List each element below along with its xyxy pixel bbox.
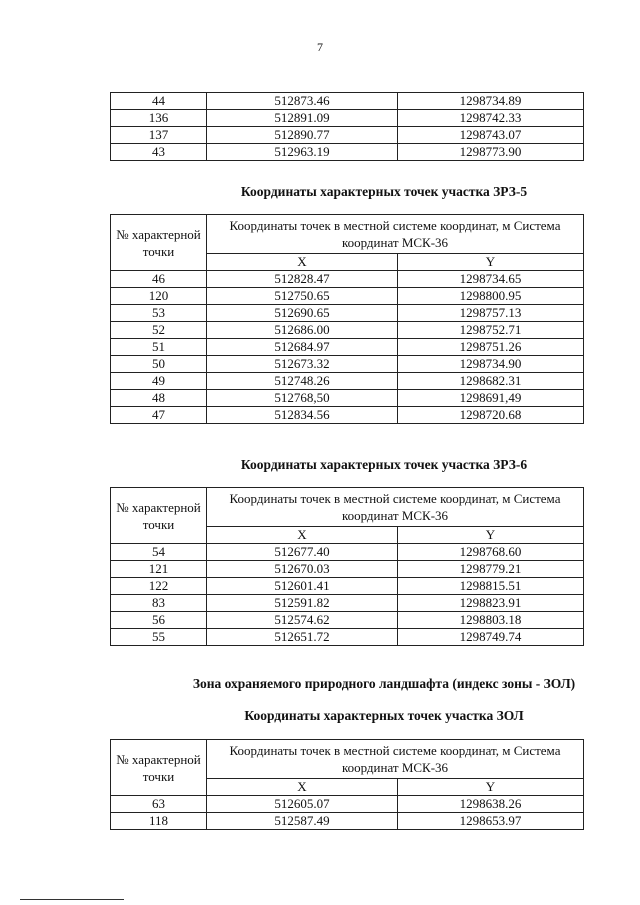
coordinates-table-zrz5 [110,214,584,424]
table-row [111,407,584,424]
section-title-zrz5: Координаты характерных точек участка ЗРЗ-5 [240,184,528,199]
section-title-zol: Координаты характерных точек участка ЗОЛ [244,708,524,723]
x-column-header: X [207,527,398,544]
point-number-cell: 43 [111,144,207,161]
y-coordinate-cell: 1298742.33 [398,110,584,127]
x-coordinate-cell: 512673.32 [207,356,398,373]
point-number-cell: 136 [111,110,207,127]
x-coordinate-cell: 512670.03 [207,561,398,578]
y-coordinate-cell: 1298752.71 [398,322,584,339]
y-coordinate-cell: 1298682.31 [398,373,584,390]
point-number-cell: 52 [111,322,207,339]
y-column-header: Y [398,527,584,544]
y-coordinate-cell: 1298720.68 [398,407,584,424]
x-coordinate-cell: 512651.72 [207,629,398,646]
point-number-cell: 121 [111,561,207,578]
point-number-cell: 137 [111,127,207,144]
x-coordinate-cell: 512768,50 [207,390,398,407]
point-number-cell: 63 [111,796,207,813]
x-coordinate-cell: 512591.82 [207,595,398,612]
x-coordinate-cell: 512605.07 [207,796,398,813]
point-number-cell: 56 [111,612,207,629]
continuation-table [110,92,584,161]
point-number-cell: 47 [111,407,207,424]
x-coordinate-cell: 512828.47 [207,271,398,288]
coordinates-table-zol [110,739,584,830]
table-row [111,561,584,578]
table-row [111,373,584,390]
point-number-cell: 50 [111,356,207,373]
y-coordinate-cell: 1298757.13 [398,305,584,322]
table-row [111,356,584,373]
y-coordinate-cell: 1298779.21 [398,561,584,578]
x-coordinate-cell: 512891.09 [207,110,398,127]
table-row [111,796,584,813]
point-number-cell: 53 [111,305,207,322]
x-coordinate-cell: 512750.65 [207,288,398,305]
x-coordinate-cell: 512601.41 [207,578,398,595]
y-coordinate-cell: 1298751.26 [398,339,584,356]
table-row [111,813,584,830]
zone-heading: Зона охраняемого природного ландшафта (индекс зоны - ЗОЛ) [192,676,576,691]
y-coordinate-cell: 1298743.07 [398,127,584,144]
x-coordinate-cell: 512690.65 [207,305,398,322]
y-coordinate-cell: 1298803.18 [398,612,584,629]
point-number-cell: 120 [111,288,207,305]
y-coordinate-cell: 1298749.74 [398,629,584,646]
table-row [111,322,584,339]
point-number-header: № характерной точки [111,740,207,796]
point-number-cell: 118 [111,813,207,830]
point-number-header: № характерной точки [111,215,207,271]
point-number-cell: 44 [111,93,207,110]
x-column-header: X [207,779,398,796]
table-row [111,127,584,144]
coordinate-system-header: Координаты точек в местной системе координат, м Система координат МСК-36 [207,488,584,527]
point-number-cell: 49 [111,373,207,390]
x-coordinate-cell: 512873.46 [207,93,398,110]
section-title-zrz6: Координаты характерных точек участка ЗРЗ-6 [240,457,528,472]
table-row [111,544,584,561]
y-coordinate-cell: 1298734.65 [398,271,584,288]
coordinates-table-zrz6 [110,487,584,646]
table-row [111,390,584,407]
x-coordinate-cell: 512890.77 [207,127,398,144]
y-coordinate-cell: 1298768.60 [398,544,584,561]
x-coordinate-cell: 512684.97 [207,339,398,356]
table-row [111,93,584,110]
x-coordinate-cell: 512574.62 [207,612,398,629]
x-coordinate-cell: 512587.49 [207,813,398,830]
x-column-header: X [207,254,398,271]
point-number-cell: 122 [111,578,207,595]
point-number-cell: 54 [111,544,207,561]
x-coordinate-cell: 512677.40 [207,544,398,561]
point-number-cell: 55 [111,629,207,646]
table-row [111,629,584,646]
y-coordinate-cell: 1298653.97 [398,813,584,830]
y-coordinate-cell: 1298734.89 [398,93,584,110]
table-row [111,271,584,288]
table-row [111,288,584,305]
y-column-header: Y [398,779,584,796]
table-row [111,595,584,612]
y-coordinate-cell: 1298734.90 [398,356,584,373]
y-coordinate-cell: 1298638.26 [398,796,584,813]
coordinate-system-header: Координаты точек в местной системе координат, м Система координат МСК-36 [207,740,584,779]
table-row [111,578,584,595]
x-coordinate-cell: 512748.26 [207,373,398,390]
table-row [111,110,584,127]
coordinate-system-header: Координаты точек в местной системе координат, м Система координат МСК-36 [207,215,584,254]
x-coordinate-cell: 512834.56 [207,407,398,424]
point-number-cell: 51 [111,339,207,356]
footnote-divider [20,899,124,900]
y-coordinate-cell: 1298800.95 [398,288,584,305]
table-row [111,305,584,322]
table-row [111,339,584,356]
point-number-cell: 48 [111,390,207,407]
x-coordinate-cell: 512686.00 [207,322,398,339]
page-number: 7 [317,40,323,54]
table-row [111,612,584,629]
point-number-header: № характерной точки [111,488,207,544]
y-coordinate-cell: 1298815.51 [398,578,584,595]
y-coordinate-cell: 1298773.90 [398,144,584,161]
y-column-header: Y [398,254,584,271]
point-number-cell: 83 [111,595,207,612]
table-row [111,144,584,161]
point-number-cell: 46 [111,271,207,288]
x-coordinate-cell: 512963.19 [207,144,398,161]
y-coordinate-cell: 1298823.91 [398,595,584,612]
y-coordinate-cell: 1298691,49 [398,390,584,407]
